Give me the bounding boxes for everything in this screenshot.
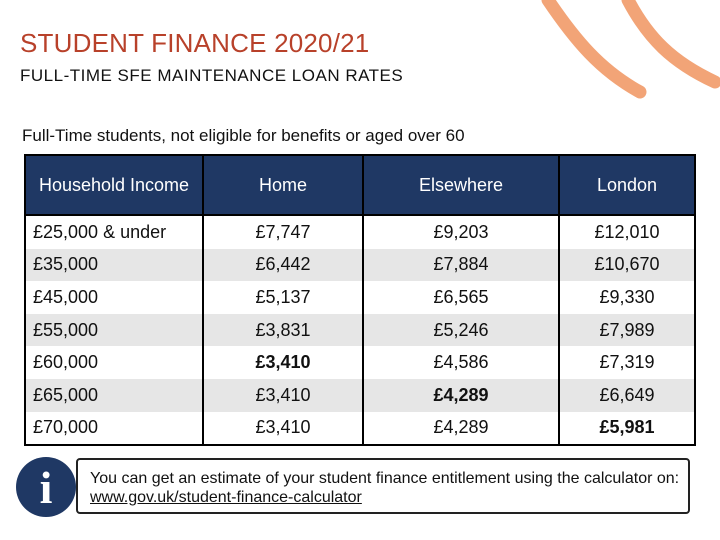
income-cell: £70,000 xyxy=(25,412,203,446)
london-cell: £7,319 xyxy=(559,346,695,379)
income-cell: £55,000 xyxy=(25,314,203,347)
table-row xyxy=(25,314,695,347)
home-cell: £3,831 xyxy=(203,314,363,347)
info-box xyxy=(76,458,690,514)
london-cell: £6,649 xyxy=(559,379,695,412)
home-cell: £7,747 xyxy=(203,215,363,249)
table-row xyxy=(25,281,695,314)
elsewhere-cell: £7,884 xyxy=(363,249,559,282)
column-header-london: London xyxy=(559,155,695,215)
income-cell: £60,000 xyxy=(25,346,203,379)
elsewhere-cell: £5,246 xyxy=(363,314,559,347)
table-row xyxy=(25,412,695,446)
home-cell: £3,410 xyxy=(203,346,363,379)
elsewhere-cell: £6,565 xyxy=(363,281,559,314)
column-header-household-income: Household Income xyxy=(25,155,203,215)
home-cell: £6,442 xyxy=(203,249,363,282)
table-row xyxy=(25,215,695,249)
info-text: You can get an estimate of your student finance entitlement using the calculator on: xyxy=(90,470,680,487)
loan-rates-table xyxy=(24,154,696,446)
london-cell: £12,010 xyxy=(559,215,695,249)
table-header-row xyxy=(25,155,695,215)
page-subtitle: FULL-TIME SFE MAINTENANCE LOAN RATES xyxy=(20,66,404,85)
london-cell: £9,330 xyxy=(559,281,695,314)
elsewhere-cell: £4,289 xyxy=(363,412,559,446)
london-cell: £10,670 xyxy=(559,249,695,282)
income-cell: £25,000 & under xyxy=(25,215,203,249)
info-icon: i xyxy=(16,457,76,517)
page-title: STUDENT FINANCE 2020/21 xyxy=(20,28,370,58)
column-header-home: Home xyxy=(203,155,363,215)
london-cell: £7,989 xyxy=(559,314,695,347)
income-cell: £65,000 xyxy=(25,379,203,412)
home-cell: £3,410 xyxy=(203,412,363,446)
elsewhere-cell: £4,289 xyxy=(363,379,559,412)
london-cell: £5,981 xyxy=(559,412,695,446)
column-header-elsewhere: Elsewhere xyxy=(363,155,559,215)
income-cell: £45,000 xyxy=(25,281,203,314)
table-row xyxy=(25,379,695,412)
income-cell: £35,000 xyxy=(25,249,203,282)
table-row xyxy=(25,249,695,282)
table-row xyxy=(25,346,695,379)
elsewhere-cell: £9,203 xyxy=(363,215,559,249)
home-cell: £5,137 xyxy=(203,281,363,314)
calculator-link[interactable]: www.gov.uk/student-finance-calculator xyxy=(90,489,362,506)
elsewhere-cell: £4,586 xyxy=(363,346,559,379)
table-caption: Full-Time students, not eligible for benefits or aged over 60 xyxy=(22,126,465,145)
home-cell: £3,410 xyxy=(203,379,363,412)
